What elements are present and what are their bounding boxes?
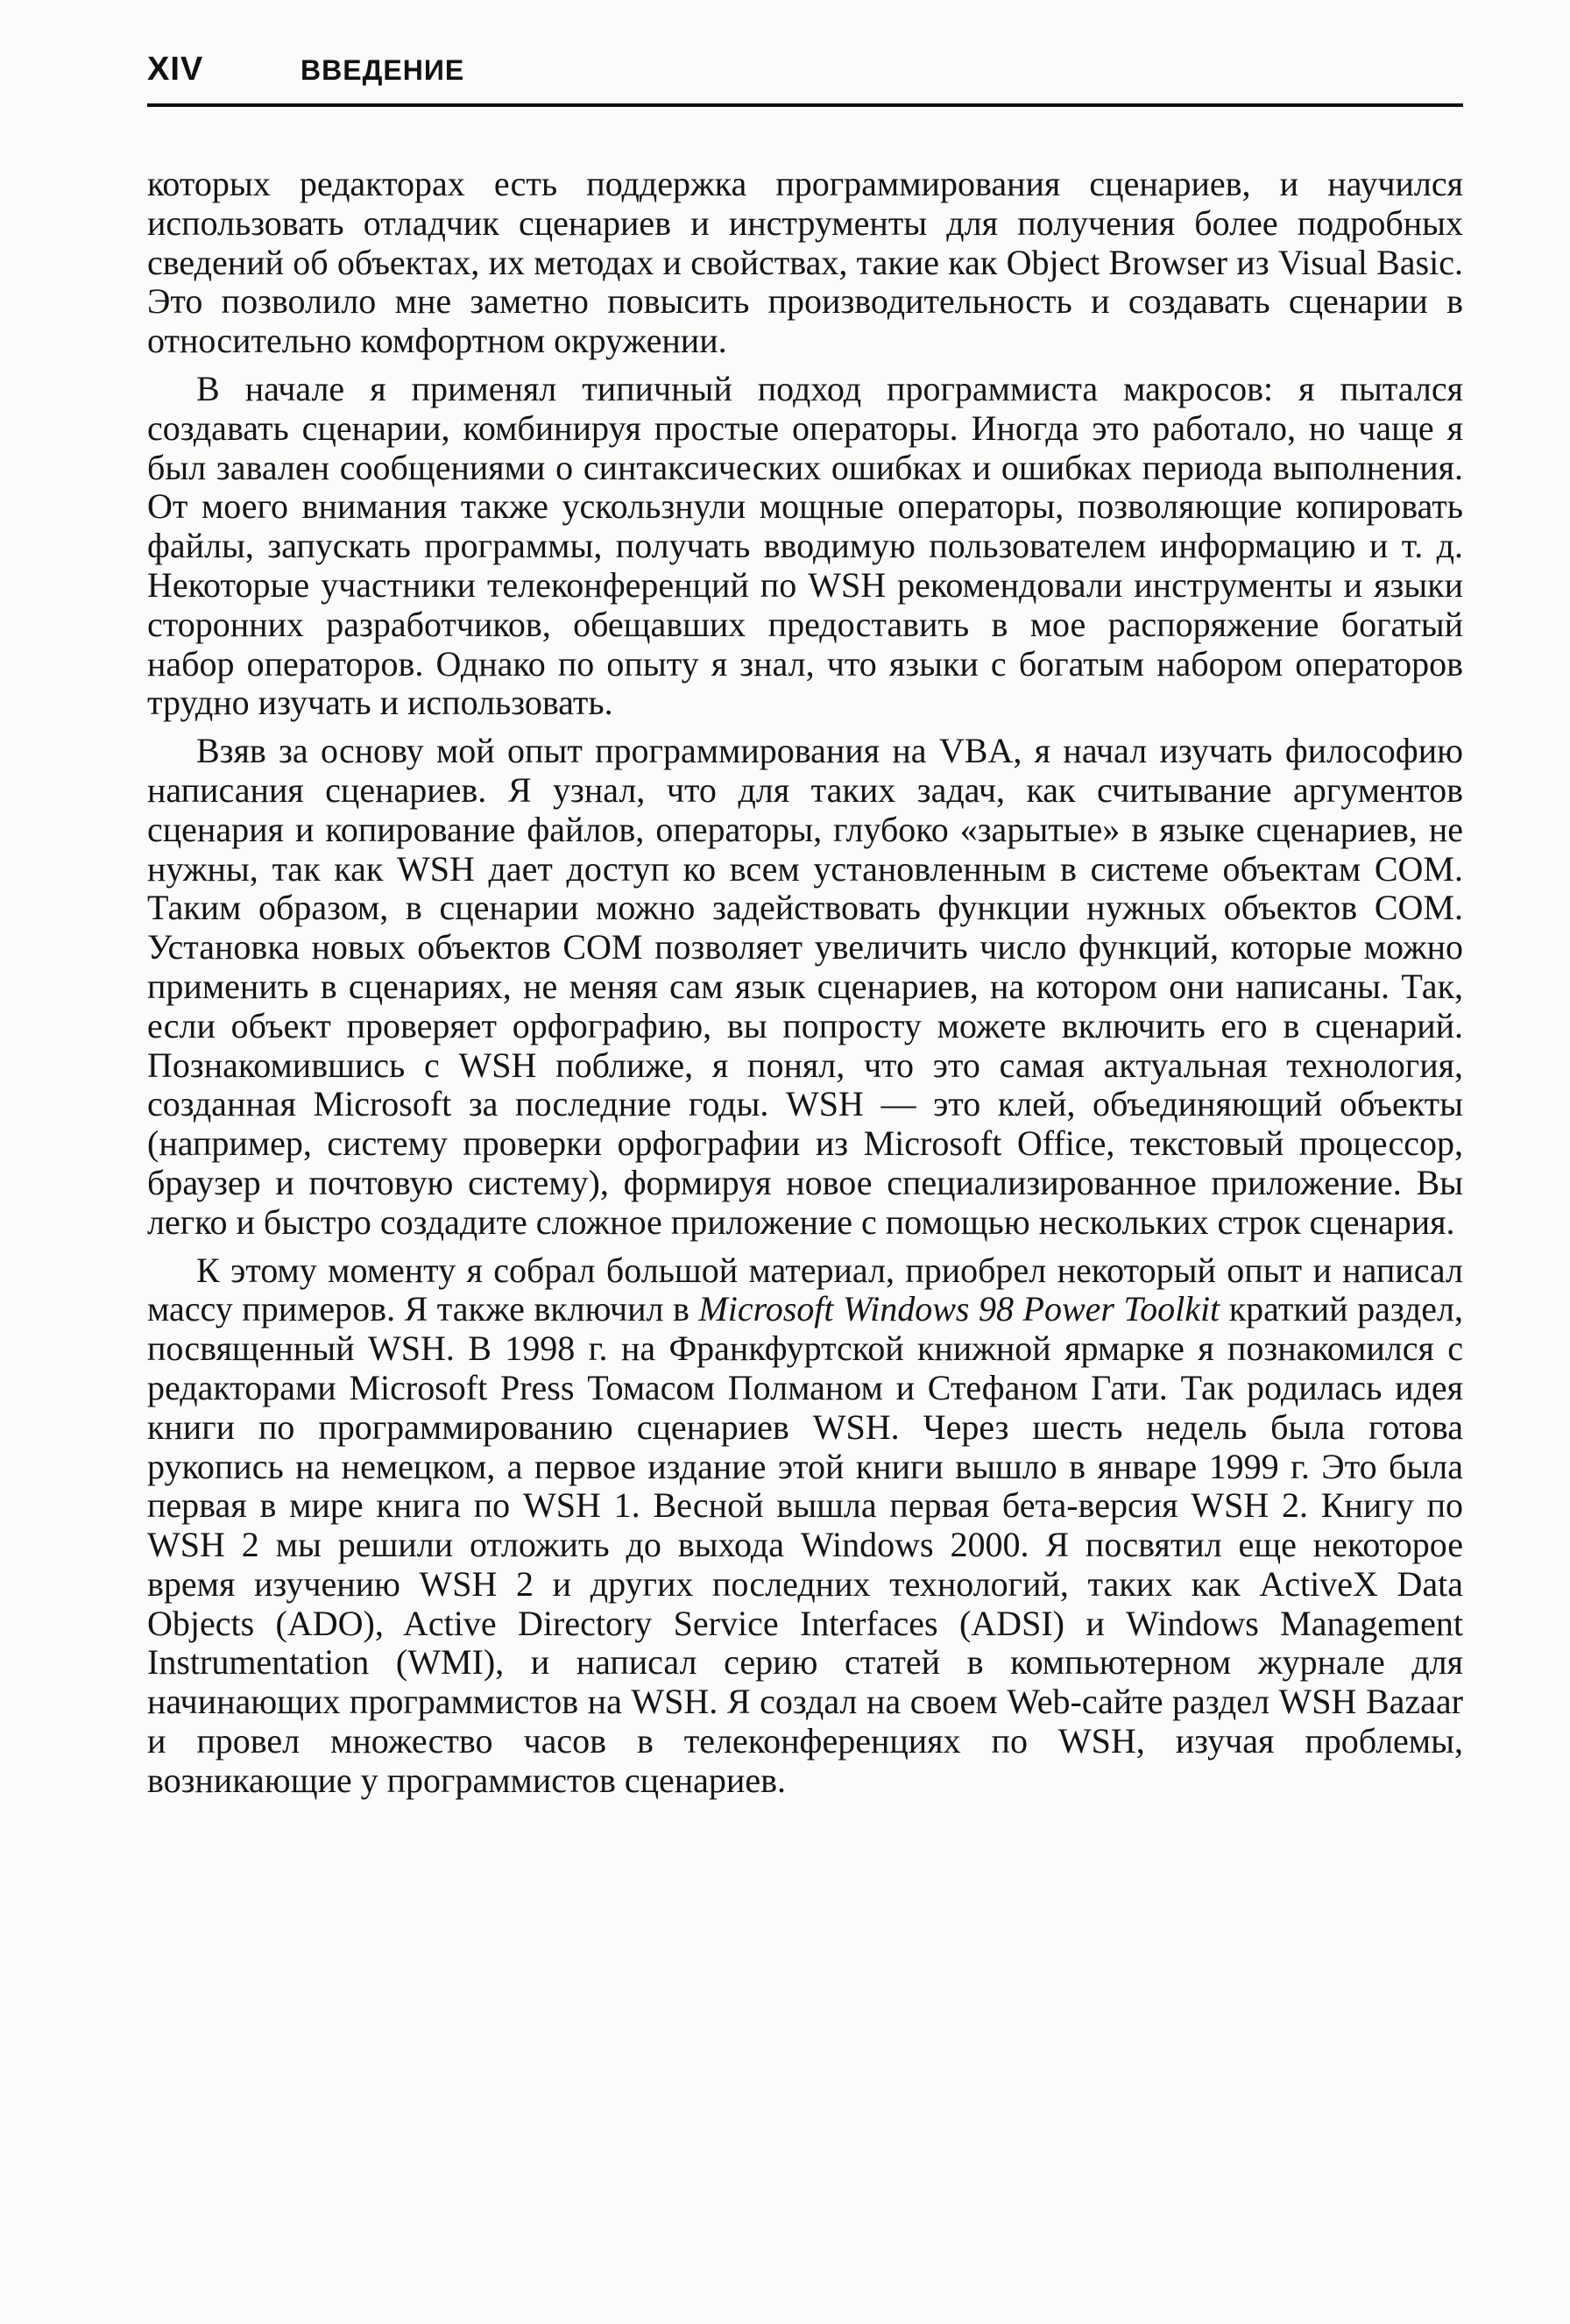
body-text: [147, 165, 1463, 1801]
paragraph-4-text-start: К этому моменту я собрал большой материал, приобрел некоторый опыт и написал массу примеров. Я также включил в: [147, 1250, 1463, 1329]
running-head-title: ВВЕДЕНИЕ: [301, 54, 465, 86]
paragraph-4: [147, 1251, 1463, 1801]
page-header: [147, 51, 1461, 103]
paragraph-4-text-end: краткий раздел, посвященный WSH. В 1998 г. на Франкфуртской книжной ярмарке я познакомился с редакторами Microsoft Press Томасом Полманом и Стефаном Гати. Так родилась идея книги по программированию сценариев WSH. Через шесть недель была готова рукопись на немецком, а первое издание этой книги вышло в январе 1999 г. Это была первая в мире книга по WSH 1. Весной вышла первая бета-версия WSH 2. Книгу по WSH 2 мы решили отложить до выхода Windows 2000. Я посвятил еще некоторое время изучению WSH 2 и других последних технологий, таких как ActiveX Data Objects (ADO), Active Directory Service Interfaces (ADSI) и Windows Management Instrumentation (WMI), и написал серию статей в компьютерном журнале для начинающих программистов на WSH. Я создал на своем Web-сайте раздел WSH Bazaar и провел множество часов в телеконференциях по WSH, изучая проблемы, возникающие у программистов сценариев.: [147, 1289, 1464, 1800]
book-title: Microsoft Windows 98 Power Toolkit: [698, 1289, 1220, 1329]
paragraph-1: которых редакторах есть поддержка программирования сценариев, и научился использовать отладчик сценариев и инструменты для получения более подробных сведений об объектах, их методах и свойствах, такие как Object Browser из Visual Basic. Это позволило мне заметно повысить производительность и создавать сценарии в относительно комфортном окружении.: [147, 164, 1463, 361]
paragraph-3: Взяв за основу мой опыт программирования на VBA, я начал изучать философию написания сценариев. Я узнал, что для таких задач, как считывание аргументов сценария и копирование файлов, операторы, глубоко «зарытые» в языке сценариев, не нужны, так как WSH дает доступ ко всем установленным в системе объектам COM. Таким образом, в сценарии можно задействовать функции нужных объектов COM. Установка новых объектов COM позволяет увеличить число функций, которые можно применить в сценариях, не меняя сам язык сценариев, на котором они написаны. Так, если объект проверяет орфографию, вы попросту можете включить его в сценарий. Познакомившись с WSH поближе, я понял, что это самая актуальная технология, созданная Microsoft за последние годы. WSH — это клей, объединяющий объекты (например, систему проверки орфографии из Microsoft Office, текстовый процессор, браузер и почтовую систему), формируя новое специализированное приложение. Вы легко и быстро создадите сложное приложение с помощью нескольких строк сценария.: [147, 731, 1463, 1242]
paragraph-2: В начале я применял типичный подход программиста макросов: я пытался создавать сценарии, комбинируя простые операторы. Иногда это работало, но чаще я был завален сообщениями о синтаксических ошибках и ошибках периода выполнения. От моего внимания также ускользнули мощные операторы, позволяющие копировать файлы, запускать программы, получать вводимую пользователем информацию и т. д. Некоторые участники телеконференций по WSH рекомендовали инструменты и языки сторонних разработчиков, обещавших предоставить в мое распоряжение богатый набор операторов. Однако по опыту я знал, что языки с богатым набором операторов трудно изучать и использовать.: [147, 368, 1463, 723]
header-rule: [147, 103, 1463, 107]
page-number: XIV: [147, 51, 204, 88]
